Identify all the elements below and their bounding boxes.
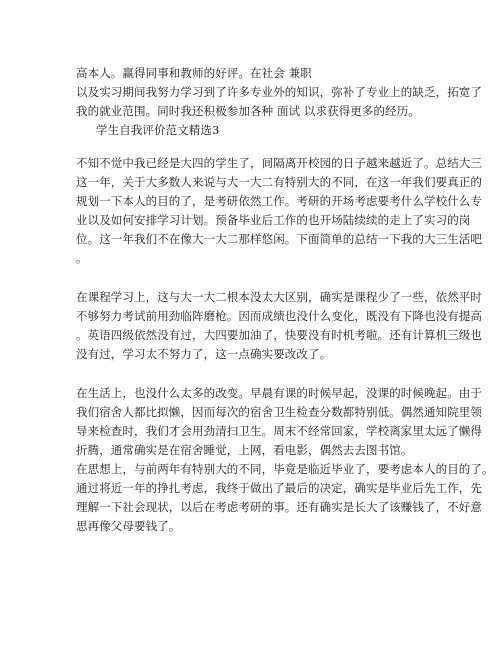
text-line: 规划一下本人的目的了，是考研依然工作。考研的开场考虑要考什么学校什么专 bbox=[76, 194, 482, 208]
text-line: 没有过，学习太不努力了，这一点确实要改改了。 bbox=[76, 347, 332, 361]
text-line: 。 bbox=[76, 251, 88, 265]
text-line: 思再像父母要钱了。 bbox=[76, 519, 181, 533]
text-line: 我的就业范围。同时我还积极参加各种 面试 以求获得更多的经历。 bbox=[76, 104, 420, 118]
text-line: 不知不觉中我已经是大四的学生了，间隔离开校园的日子越来越近了。总结大三 bbox=[76, 156, 482, 170]
text-line: 折腾，通常确实是在宿舍睡觉，上网，看电影，偶然去去图书馆。 bbox=[76, 443, 413, 457]
text-line: 位。这一年我们不在像大一大二那样悠闲。下面简单的总结一下我的大三生活吧 bbox=[76, 232, 482, 246]
paragraph-study bbox=[76, 288, 482, 364]
text-line: 以及实习期间我努力学习到了许多专业外的知识，弥补了专业上的缺乏，拓宽了 bbox=[76, 85, 482, 99]
text-line: 。英语四级依然没有过，大四要加油了，快要没有时机考啦。还有计算机三级也 bbox=[76, 328, 482, 342]
text-line: 高本人。赢得同事和教师的好评。在社会 兼职 bbox=[76, 66, 312, 80]
spacer bbox=[76, 364, 428, 384]
section-heading: 学生自我评价范文精选3 bbox=[96, 123, 220, 137]
paragraph-life bbox=[76, 384, 482, 460]
spacer bbox=[76, 140, 428, 154]
text-line: 在生活上，也没什么太多的改变。早晨有课的时候早起，没课的时候晚起。由于 bbox=[76, 386, 482, 400]
text-line: 导来检查时，我们才会用劲清扫卫生。周末不经常回家，学校离家里太远了懒得 bbox=[76, 424, 482, 438]
spacer bbox=[76, 268, 428, 288]
text-line: 通过将近一年的挣扎考虑，我终于做出了最后的决定，确实是毕业后先工作，先 bbox=[76, 481, 482, 495]
document-page bbox=[76, 64, 494, 536]
text-line: 理解一下社会现状，以后在考虑考研的事。还有确实是长大了该赚钱了，不好意 bbox=[76, 500, 482, 514]
text-line: 在课程学习上，这与大一大二根本没太大区别，确实是课程少了一些，依然平时 bbox=[76, 290, 482, 304]
paragraph-overview bbox=[76, 154, 482, 268]
intro-paragraph bbox=[76, 64, 482, 121]
paragraph-thought bbox=[76, 460, 494, 536]
text-line: 这一年，关于大多数人来说与大一大二有特别大的不同，在这一年我们要真正的 bbox=[76, 175, 482, 189]
text-line: 业以及如何安排学习计划。预备毕业后工作的也开场陆续续的走上了实习的岗 bbox=[76, 213, 471, 227]
text-line: 不够努力考试前用劲临阵磨枪。因而成绩也没什么变化，既没有下降也没有提高 bbox=[76, 309, 482, 323]
text-line: 在思想上，与前两年有特别大的不同，毕竟是临近毕业了，要考虑本人的目的了。 bbox=[76, 462, 494, 476]
text-line: 我们宿舍人都比拟懒，因而每次的宿舍卫生检查分数都特别低。偶然通知院里领 bbox=[76, 405, 482, 419]
